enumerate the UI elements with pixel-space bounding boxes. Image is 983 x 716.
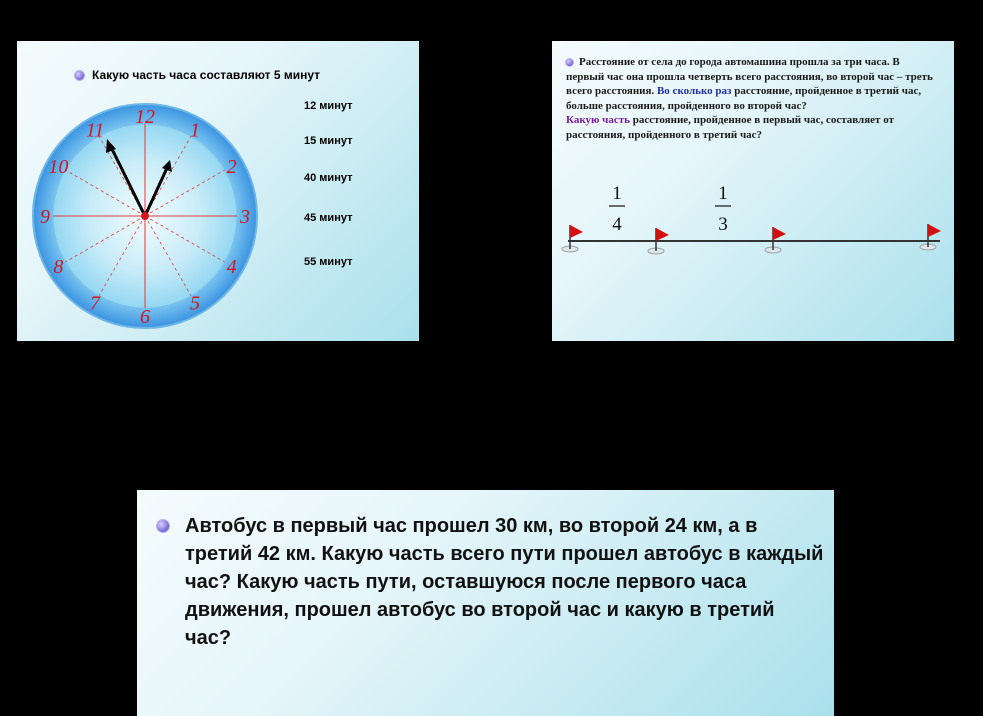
slide-bus xyxy=(137,490,834,716)
flag-icon xyxy=(920,224,941,250)
fraction2-numerator: 1 xyxy=(718,183,728,204)
question-text: Какую часть часа составляют 5 минут xyxy=(75,68,320,82)
clock-center xyxy=(141,212,149,220)
clock-number: 11 xyxy=(85,119,105,142)
flag-icon xyxy=(562,225,583,252)
clock-number: 12 xyxy=(135,106,155,128)
fraction2-denominator: 3 xyxy=(718,214,728,235)
option-40-minutes: 40 минут xyxy=(304,172,353,184)
clock-number: 1 xyxy=(190,119,200,142)
clock-number: 10 xyxy=(48,156,69,178)
clock-number: 9 xyxy=(40,206,50,228)
problem-text: Расстояние от села до города автомашина прошла за три часа. В первый час она прошла четверть всего расстояния, во второй час – треть всего расстояния. Во сколько раз расстояние, пройденное в третий час, больше расстояния, пройденного во второй час? Какую часть расстояние, пройденное в первый час, составляет от расстояния, пройденного в третий час? xyxy=(566,56,933,141)
slide-distance xyxy=(552,41,954,341)
fraction1-numerator: 1 xyxy=(612,183,622,204)
clock-number: 8 xyxy=(53,256,64,278)
bullet-icon xyxy=(157,520,169,532)
clock-number: 6 xyxy=(140,306,150,328)
bullet-icon xyxy=(75,71,84,80)
highlight-purple: Какую часть xyxy=(566,114,630,127)
option-15-minutes: 15 минут xyxy=(304,135,353,147)
clock-number: 2 xyxy=(226,156,237,178)
option-55-minutes: 55 минут xyxy=(304,256,353,268)
bus-problem-text: Автобус в первый час прошел 30 км, во второй 24 км, а в третий 42 км. Какую часть всего пути прошел автобус в каждый час? Какую часть пути, оставшуюся после первого часа движения, прошел автобус во второй час и какую в третий час? xyxy=(185,515,824,649)
clock-diagram xyxy=(17,41,419,341)
highlight-blue: Во сколько раз xyxy=(656,85,732,98)
fraction1-denominator: 4 xyxy=(612,214,622,235)
option-12-minutes: 12 минут xyxy=(304,100,353,112)
distance-diagram xyxy=(552,41,954,341)
option-45-minutes: 45 минут xyxy=(304,212,353,224)
slide-clock xyxy=(17,41,419,341)
clock-number: 7 xyxy=(90,292,100,315)
clock-number: 4 xyxy=(226,256,237,278)
clock-number: 3 xyxy=(240,206,250,228)
clock-number: 5 xyxy=(190,292,200,315)
